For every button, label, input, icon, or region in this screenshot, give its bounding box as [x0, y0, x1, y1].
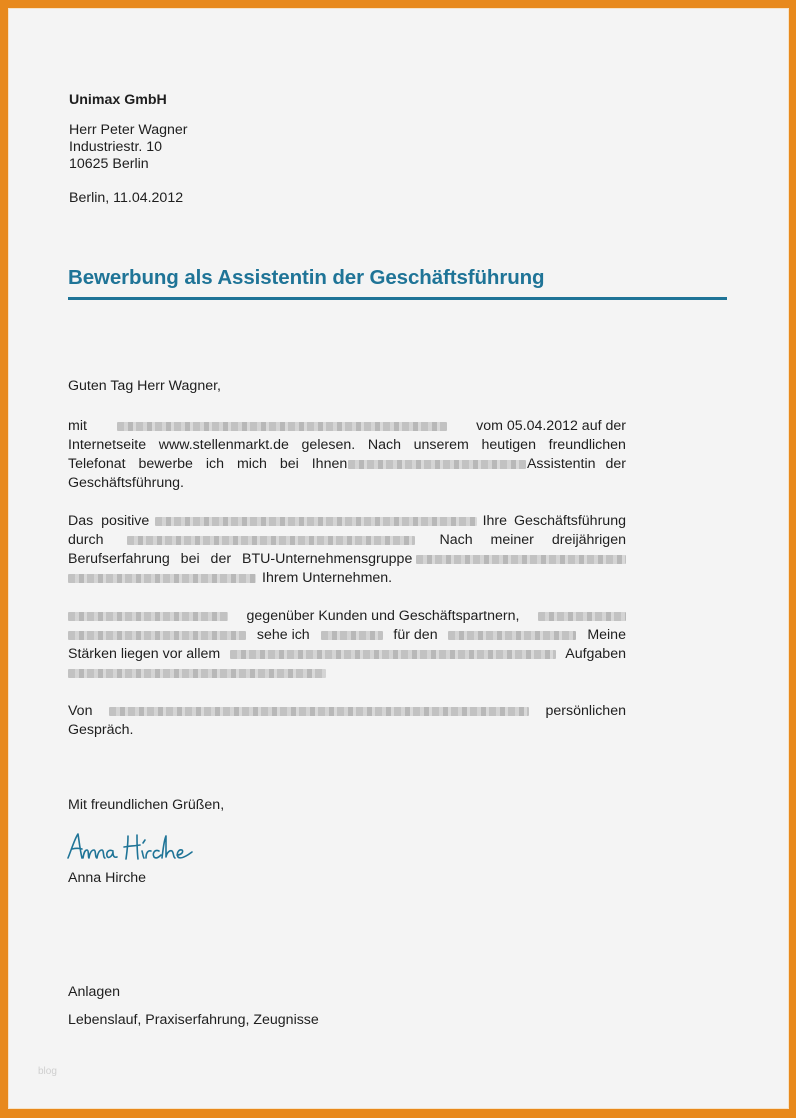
p3-line3 — [68, 644, 626, 664]
recipient-company: Unimax GmbH — [69, 92, 167, 108]
word: gelesen. — [301, 437, 356, 453]
p4-line2 — [68, 720, 626, 740]
p4-line1 — [68, 701, 626, 721]
redacted-text — [348, 460, 526, 469]
recipient-name: Herr Peter Wagner — [69, 122, 188, 138]
redacted-text — [68, 574, 256, 583]
text: Nach meiner dreijährigen — [439, 532, 626, 548]
redacted-text — [321, 631, 383, 640]
p3-line2 — [68, 625, 626, 645]
text: Meine — [587, 627, 626, 643]
text: Aufgaben — [565, 646, 626, 662]
attachments-list: Lebenslauf, Praxiserfahrung, Zeugnisse — [68, 1012, 319, 1028]
word: Internetseite — [68, 437, 147, 453]
recipient-street: Industriestr. 10 — [69, 139, 163, 155]
redacted-text — [230, 650, 556, 659]
redacted-text — [155, 517, 477, 526]
text: mit — [68, 418, 87, 434]
p1-line3 — [68, 454, 626, 474]
text: durch — [68, 532, 104, 548]
text: sehe ich — [256, 627, 310, 643]
salutation: Guten Tag Herr Wagner, — [68, 378, 221, 394]
redacted-text — [127, 536, 415, 545]
handwritten-signature — [66, 830, 206, 864]
recipient-city: 10625 Berlin — [69, 156, 149, 172]
redacted-text — [117, 422, 447, 431]
p3-line4 — [68, 663, 626, 683]
text: gegenüber Kunden und Geschäftspartnern, — [246, 608, 520, 624]
text: Assistentin der — [526, 456, 626, 472]
text: für den — [393, 627, 438, 643]
text: Stärken liegen vor allem — [68, 646, 221, 662]
letter-page — [8, 8, 789, 1109]
redacted-text — [68, 612, 228, 621]
closing: Mit freundlichen Grüßen, — [68, 797, 225, 813]
p2-line3 — [68, 549, 626, 569]
text: vom 05.04.2012 auf der — [476, 418, 626, 434]
word: heutigen — [481, 437, 536, 453]
text: Geschäftsführung. — [68, 475, 184, 491]
word: unserem — [413, 437, 469, 453]
p1-line2 — [68, 435, 626, 455]
redacted-text — [448, 631, 576, 640]
redacted-text — [68, 669, 326, 678]
date-line: Berlin, 11.04.2012 — [69, 190, 184, 206]
word: Nach — [367, 437, 401, 453]
website-text: www.stellenmarkt.de — [158, 437, 289, 453]
redacted-text — [416, 555, 626, 564]
text: Gespräch. — [68, 722, 134, 738]
text: Ihrem Unternehmen. — [262, 570, 393, 586]
subject-heading: Bewerbung als Assistentin der Geschäftsführung — [68, 266, 545, 289]
redacted-text — [538, 612, 626, 621]
watermark: blog — [38, 1066, 57, 1077]
redacted-text — [68, 631, 246, 640]
text: persönlichen — [545, 703, 626, 719]
p3-line1 — [68, 606, 626, 626]
p2-line1 — [68, 511, 626, 531]
text: Das positive — [68, 513, 150, 529]
redacted-text — [109, 707, 529, 716]
subject-underline — [68, 297, 727, 300]
sender-name: Anna Hirche — [68, 870, 147, 886]
p1-line4 — [68, 473, 626, 493]
text: Berufserfahrung bei der BTU-Unternehmensgruppe — [68, 551, 413, 567]
attachments-heading: Anlagen — [68, 984, 121, 1000]
word: freundlichen — [548, 437, 626, 453]
text: Von — [68, 703, 93, 719]
p2-line2 — [68, 530, 626, 550]
text: Telefonat bewerbe ich mich bei Ihnen — [68, 456, 348, 472]
p2-line4 — [68, 568, 626, 588]
p1-line1 — [68, 416, 626, 436]
text: Ihre Geschäftsführung — [482, 513, 626, 529]
